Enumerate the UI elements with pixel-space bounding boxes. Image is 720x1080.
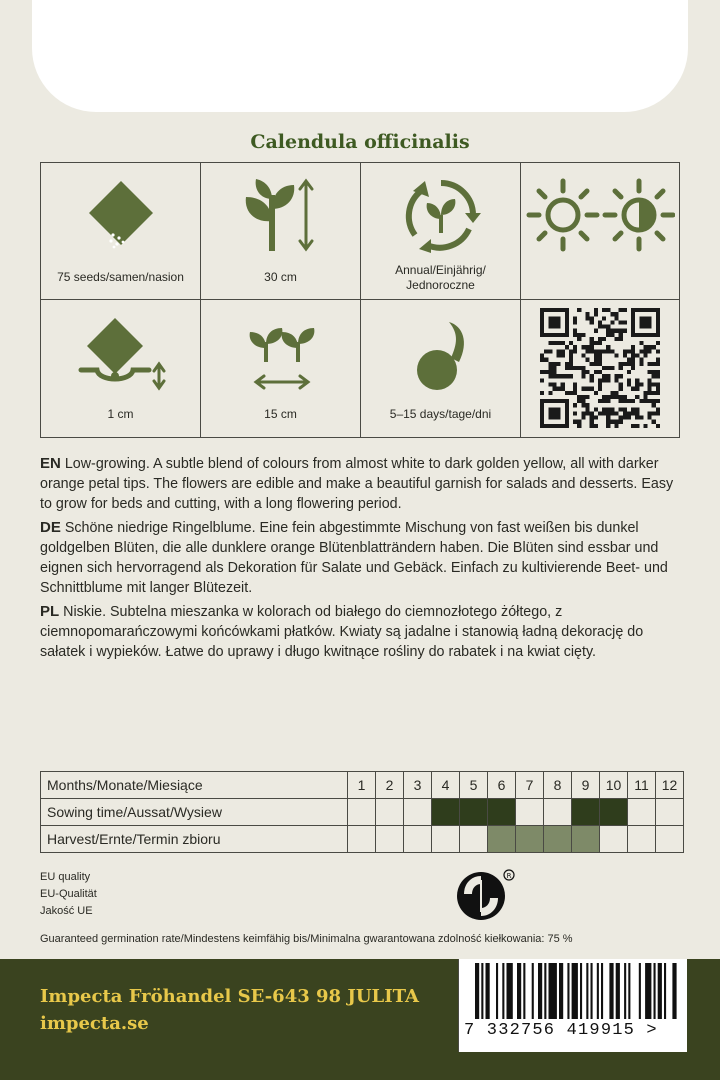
month-cell: 10 [600, 772, 628, 799]
calendar-cell [348, 826, 376, 853]
month-cell: 3 [404, 772, 432, 799]
month-cell: 12 [656, 772, 684, 799]
calendar-row-label: Harvest/Ernte/Termin zbioru [41, 826, 348, 853]
calendar-header-label: Months/Monate/Miesiące [41, 772, 348, 799]
spacing-label: 15 cm [264, 407, 297, 421]
company-address: Impecta Fröhandel SE-643 98 JULITA [40, 986, 419, 1007]
barcode [458, 959, 687, 1052]
calendar-cell [376, 826, 404, 853]
calendar-cell [488, 799, 516, 826]
company-info [40, 983, 419, 1037]
calendar-cell [628, 799, 656, 826]
seed-packet-icon [81, 175, 161, 255]
calendar-cell [572, 826, 600, 853]
depth-cell [41, 300, 201, 437]
month-cell: 9 [572, 772, 600, 799]
description-de: DE Schöne niedrige Ringelblume. Eine fein abgestimmte Mischung von fast weißen bis dunkel goldgelben Blüten, die alle dunklere orange Blütenblatträndern haben. Die Blüten sind essbar und eignen sich hervorragend als Dekoration für Salate und Gebäck. Einfach zu kultivierende Beet- und Schnittblume mit langer Blütezeit. [40, 519, 668, 596]
calendar-cell [460, 799, 488, 826]
calendar-cell [600, 799, 628, 826]
packet-top-cutout [32, 0, 688, 112]
sowing-calendar [40, 771, 684, 853]
lifecycle-cell [361, 163, 521, 300]
month-cell: 8 [544, 772, 572, 799]
month-cell: 7 [516, 772, 544, 799]
calendar-cell [544, 826, 572, 853]
calendar-cell [432, 799, 460, 826]
calendar-row-sowing [41, 799, 684, 826]
height-label: 30 cm [264, 270, 297, 284]
seeds-cell [41, 163, 201, 300]
spacing-cell [201, 300, 361, 437]
calendar-cell [432, 826, 460, 853]
icon-grid [40, 162, 680, 438]
company-website[interactable]: impecta.se [40, 1013, 149, 1034]
calendar-cell [600, 826, 628, 853]
sun-partial-shade-icon [525, 175, 675, 255]
eu-quality: EU quality EU-Qualität Jakość UE [40, 871, 97, 917]
germination-label: 5–15 days/tage/dni [389, 407, 492, 421]
month-cell: 1 [348, 772, 376, 799]
calendar-cell [488, 826, 516, 853]
calendar-cell [404, 799, 432, 826]
green-dot-recycling-icon [455, 866, 519, 922]
annual-cycle-icon [401, 175, 481, 255]
calendar-row-harvest [41, 826, 684, 853]
germination-rate: Guaranteed germination rate/Mindestens keimfähig bis/Minimalna gwarantowana zdolność kiełkowania: 75 % [40, 933, 573, 945]
qr-code-icon[interactable] [540, 308, 660, 428]
species-title: Calendula officinalis [250, 131, 470, 153]
germination-cell [361, 300, 521, 437]
calendar-cell [544, 799, 572, 826]
month-cell: 11 [628, 772, 656, 799]
barcode-bars [459, 959, 687, 1021]
calendar-cell [404, 826, 432, 853]
plant-spacing-icon [236, 312, 326, 392]
month-cell: 5 [460, 772, 488, 799]
month-cell: 4 [432, 772, 460, 799]
calendar-cell [460, 826, 488, 853]
calendar-cell [348, 799, 376, 826]
sprouting-seed-icon [401, 312, 481, 392]
descriptions [40, 454, 685, 666]
plant-height-icon [236, 175, 326, 255]
description-pl: PL Niskie. Subtelna mieszanka w kolorach od białego do ciemnozłotego żółtego, z ciemnopomarańczowymi końcówkami płatków. Kwiaty są jadalne i stanowią ładną dekorację do sałatek i wypieków. Łatwe do uprawy i długo kwitnące rośliny do rabatek i na kwiat cięty. [40, 603, 644, 660]
barcode-number: 7 332756 419915 > [464, 1021, 658, 1040]
sun-cell [521, 163, 679, 300]
height-cell [201, 163, 361, 300]
sowing-depth-icon [71, 312, 171, 392]
svg-text:R: R [506, 872, 512, 880]
calendar-cell [656, 826, 684, 853]
calendar-cell [572, 799, 600, 826]
month-cell: 2 [376, 772, 404, 799]
lifecycle-label: Annual/Einjährig/ Jednoroczne [395, 263, 486, 292]
depth-label: 1 cm [107, 407, 134, 421]
qr-cell [521, 300, 679, 437]
seeds-label: 75 seeds/samen/nasion [57, 270, 184, 284]
calendar-cell [628, 826, 656, 853]
calendar-cell [656, 799, 684, 826]
calendar-row-label: Sowing time/Aussat/Wysiew [41, 799, 348, 826]
calendar-cell [516, 799, 544, 826]
calendar-header-row [41, 772, 684, 799]
calendar-cell [376, 799, 404, 826]
description-en: EN Low-growing. A subtle blend of colours from almost white to dark golden yellow, all with darker orange petal tips. The flowers are edible and make a beautiful garnish for salads and desserts. Easy to grow for beds and cutting, with a long flowering period. [40, 455, 674, 512]
calendar-cell [516, 826, 544, 853]
month-cell: 6 [488, 772, 516, 799]
